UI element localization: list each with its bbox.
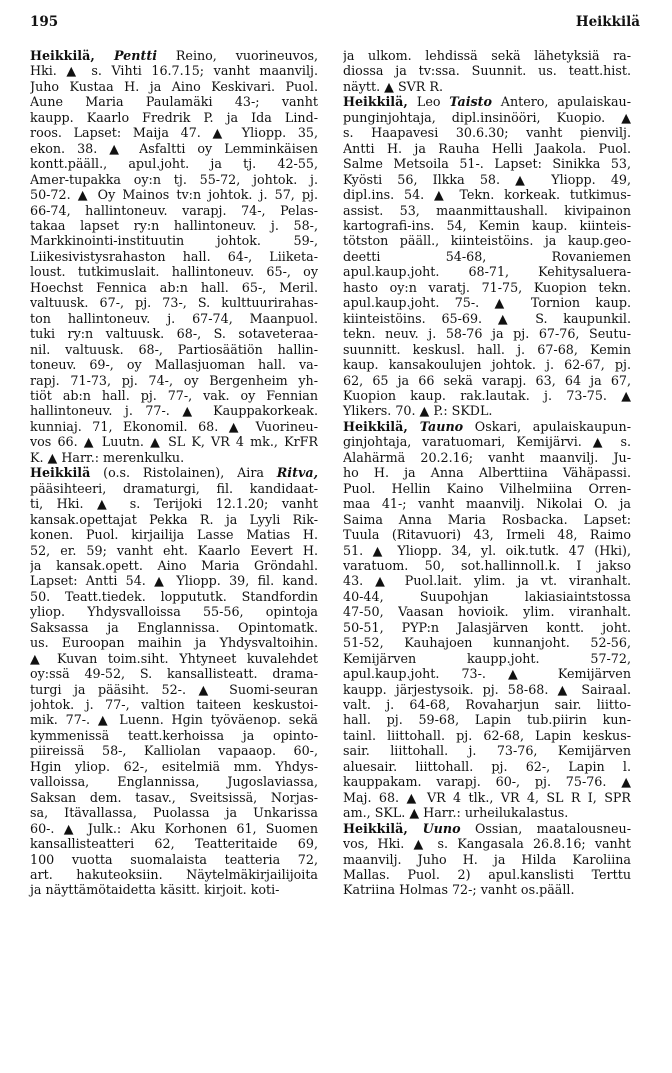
text-line bbox=[30, 94, 318, 109]
text-line bbox=[343, 373, 631, 388]
entry-text: loust. tutkimuslait. hallintoneuv. 65-, oy bbox=[30, 264, 318, 280]
text-line bbox=[30, 527, 318, 542]
text-line bbox=[30, 156, 318, 171]
entry-text: 62, 65 ja 66 sekä varapj. 63, 64 ja 67, bbox=[343, 372, 631, 388]
text-line bbox=[343, 496, 631, 511]
text-line bbox=[343, 512, 631, 527]
text-line bbox=[30, 666, 318, 681]
entry-surname: Heikkilä, bbox=[30, 48, 114, 63]
entry-text: 51. ▲ Yliopp. 34, yl. oik.tutk. 47 (Hki), bbox=[343, 542, 631, 558]
text-line bbox=[343, 280, 631, 295]
text-line bbox=[30, 342, 318, 357]
text-line bbox=[30, 280, 318, 295]
text-line bbox=[343, 589, 631, 604]
text-line bbox=[343, 620, 631, 635]
text-line bbox=[343, 682, 631, 697]
text-line bbox=[343, 357, 631, 372]
text-line bbox=[30, 512, 318, 527]
entry-text: maa 41-; vanht maanvilj. Nikolai O. ja bbox=[343, 496, 631, 512]
entry-text: Hoechst Fennica ab:n hall. 65-, Meril. bbox=[30, 279, 318, 295]
entry-text: Amer-tupakka oy:n tj. 55-72, johtok. j. bbox=[30, 171, 318, 187]
text-line bbox=[30, 357, 318, 372]
entry-text: vos, Hki. ▲ s. Kangasala 26.8.16; vanht bbox=[343, 836, 631, 852]
entry-text: ginjohtaja, varatuomari, Kemijärvi. ▲ s. bbox=[343, 434, 631, 450]
entry-text: Katriina Holmas 72-; vanht os.pääll. bbox=[343, 882, 575, 898]
entry-text: Reino, vuorineuvos, bbox=[157, 48, 318, 63]
entry-text: kansallisteatteri 62, Teatteritaide 69, bbox=[30, 836, 318, 852]
entry-text: art. hakuteoksiin. Näytelmäkirjailijoita bbox=[30, 867, 318, 883]
text-line bbox=[343, 172, 631, 187]
text-line bbox=[30, 311, 318, 326]
text-line bbox=[30, 852, 318, 867]
entry-text: 52, er. 59; vanht eht. Kaarlo Eevert H. bbox=[30, 542, 318, 558]
entry-text: tuki ry:n valtuusk. 68-, S. sotaveteraa- bbox=[30, 326, 318, 342]
entry-text: kontt.pääll., apul.joht. ja tj. 42-55, bbox=[30, 156, 318, 172]
entry-text: kauppakam. varapj. 60-, pj. 75-76. ▲ bbox=[343, 774, 631, 790]
entry-text: ▲ Kuvan toim.siht. Yhtyneet kuvalehdet bbox=[30, 650, 318, 666]
running-head: Heikkilä bbox=[575, 14, 640, 30]
entry-text: rapj. 71-73, pj. 74-, oy Bergenheim yh- bbox=[30, 372, 318, 388]
text-line bbox=[30, 187, 318, 202]
entry-text: Kyösti 56, Ilkka 58. ▲ Yliopp. 49, bbox=[343, 171, 631, 187]
entry-given-name: Taisto bbox=[449, 94, 492, 110]
entry-text: näytt. ▲ SVR R. bbox=[343, 78, 443, 94]
text-line bbox=[30, 264, 318, 279]
entry-text: Ylikers. 70. ▲ P.: SKDL. bbox=[343, 403, 493, 419]
entry-text: Antti H. ja Rauha Helli Jaakola. Puol. bbox=[343, 140, 631, 156]
entry-text: Kemijärven kaupp.joht. 57-72, bbox=[343, 650, 631, 666]
text-line bbox=[343, 125, 631, 140]
text-line bbox=[343, 774, 631, 789]
entry-text: apul.kaup.joht. 68-71, Kehitysaluera- bbox=[343, 264, 631, 280]
text-line bbox=[343, 651, 631, 666]
text-line bbox=[343, 326, 631, 341]
text-line bbox=[30, 589, 318, 604]
entry-text: 51-52, Kauhajoen kunnanjoht. 52-56, bbox=[343, 635, 631, 651]
entry-text: us. Euroopan maihin ja Yhdysvaltoihin. bbox=[30, 635, 318, 651]
text-line bbox=[30, 434, 318, 449]
text-line bbox=[30, 836, 318, 851]
text-line bbox=[343, 48, 631, 63]
text-line bbox=[30, 743, 318, 758]
entry-text: 40-44, Suupohjan lakiasiaintstossa bbox=[343, 588, 631, 604]
text-line bbox=[343, 94, 631, 109]
entry-text: Leo bbox=[416, 94, 450, 110]
text-line bbox=[343, 573, 631, 588]
entry-text: nil. valtuusk. 68-, Partiosäätiön hallin- bbox=[30, 341, 318, 357]
entry-text: valtuusk. 67-, pj. 73-, S. kulttuurirahas- bbox=[30, 295, 318, 311]
entry-text: Markkinointi-instituutin johtok. 59-, bbox=[30, 233, 318, 249]
text-line bbox=[30, 882, 318, 897]
text-line bbox=[30, 712, 318, 727]
entry-text: K. ▲ Harr.: merenkulku. bbox=[30, 449, 185, 465]
text-line bbox=[343, 79, 631, 94]
text-line bbox=[343, 481, 631, 496]
text-line bbox=[343, 836, 631, 851]
entry-given-name: Pentti bbox=[113, 48, 158, 63]
entry-text: johtok. j. 77-, valtion taiteen keskustoi- bbox=[30, 697, 318, 713]
text-line bbox=[343, 604, 631, 619]
entry-text: vos 66. ▲ Luutn. ▲ SL K, VR 4 mk., KrFR bbox=[30, 434, 318, 450]
entry-text: kaupp. Kaarlo Fredrik P. ja Ida Lind- bbox=[30, 109, 318, 125]
entry-text: ti, Hki. ▲ s. Terijoki 12.1.20; vanht bbox=[30, 496, 318, 512]
entry-text: Saksassa ja Englannissa. Opintomatk. bbox=[30, 619, 318, 635]
text-line bbox=[343, 203, 631, 218]
entry-text: toneuv. 69-, oy Mallasjuoman hall. va- bbox=[30, 357, 318, 373]
text-line bbox=[30, 573, 318, 588]
entry-text: Antero, apulaiskau- bbox=[492, 94, 631, 110]
entry-given-name: Tauno bbox=[419, 418, 464, 434]
entry-text: 47-50, Vaasan hovioik. ylim. viranhalt. bbox=[343, 604, 631, 620]
text-line bbox=[343, 156, 631, 171]
entry-text: punginjohtaja, dipl.insinööri, Kuopio. ▲ bbox=[343, 109, 631, 125]
text-line bbox=[343, 233, 631, 248]
text-line bbox=[343, 527, 631, 542]
entry-text: 50-72. ▲ Oy Mainos tv:n johtok. j. 57, pj. bbox=[30, 187, 318, 203]
entry-text: tiöt ab:n hall. pj. 77-, vak. oy Fennian bbox=[30, 387, 318, 403]
entry-text: ja ulkom. lehdissä sekä lähetyksiä ra- bbox=[343, 48, 631, 63]
entry-text: kaup. kansakoulujen johtok. j. 62-67, pj. bbox=[343, 357, 631, 373]
entry-text: Salme Metsoila 51-. Lapset: Sinikka 53, bbox=[343, 156, 631, 172]
entry-text: Saksan dem. tasav., Sveitsissä, Norjas- bbox=[30, 789, 318, 805]
text-line bbox=[30, 635, 318, 650]
text-line bbox=[343, 187, 631, 202]
text-line bbox=[30, 172, 318, 187]
entry-surname: Heikkilä bbox=[30, 465, 91, 481]
entry-text: hall. pj. 59-68, Lapin tub.piirin kun- bbox=[343, 712, 631, 728]
text-line bbox=[343, 759, 631, 774]
entry-text: (o.s. Ristolainen), Aira bbox=[90, 465, 277, 481]
text-line bbox=[30, 125, 318, 140]
entry-text: roos. Lapset: Maija 47. ▲ Yliopp. 35, bbox=[30, 125, 318, 141]
entry-surname: Heikkilä, bbox=[343, 94, 417, 110]
entry-text: diossa ja tv:ssa. Suunnit. us. teatt.hist. bbox=[343, 63, 631, 79]
text-line bbox=[343, 882, 631, 897]
text-line bbox=[30, 233, 318, 248]
entry-text: konen. Puol. kirjailija Lasse Matias H. bbox=[30, 527, 318, 543]
entry-text: oy:ssä 49-52, S. kansallisteatt. drama- bbox=[30, 666, 318, 682]
entry-text: 100 vuotta suomalaista teatteria 72, bbox=[30, 851, 318, 867]
text-line bbox=[343, 790, 631, 805]
entry-text: kymmenissä teatt.kerhoissa ja opinto- bbox=[30, 727, 318, 743]
text-line bbox=[30, 682, 318, 697]
text-line bbox=[30, 218, 318, 233]
entry-text: Lapset: Antti 54. ▲ Yliopp. 39, fil. kand. bbox=[30, 573, 318, 589]
entry-text: kartografi-ins. 54, Kemin kaup. kiinteis- bbox=[343, 217, 631, 233]
entry-text: Liikesivistysrahaston hall. 64-, Liiketa- bbox=[30, 248, 318, 264]
text-line bbox=[30, 543, 318, 558]
entry-text: valt. j. 64-68, Rovaharjun sair. liitto- bbox=[343, 697, 631, 713]
page-number: 195 bbox=[30, 14, 59, 30]
entry-text: apul.kaup.joht. 75-. ▲ Tornion kaup. bbox=[343, 295, 631, 311]
entry-text: Tuula (Ritavuori) 43, Irmeli 48, Raimo bbox=[343, 527, 631, 543]
entry-text: turgi ja pääsiht. 52-. ▲ Suomi-seuran bbox=[30, 681, 318, 697]
entry-text: 50-51, PYP:n Jalasjärven kontt. joht. bbox=[343, 619, 631, 635]
entry-text: Puol. Hellin Kaino Vilhelmiina Orren- bbox=[343, 480, 631, 496]
entry-given-name: Ritva, bbox=[276, 465, 318, 481]
text-line bbox=[343, 697, 631, 712]
text-line bbox=[343, 821, 631, 836]
entry-text: Alahärmä 20.2.16; vanht maanvilj. Ju- bbox=[343, 449, 631, 465]
entry-text: yliop. Yhdysvalloissa 55-56, opintoja bbox=[30, 604, 318, 620]
entry-text: varatuom. 50, sot.hallinnoll.k. I jakso bbox=[343, 557, 631, 573]
entry-text: am., SKL. ▲ Harr.: urheilukalastus. bbox=[343, 805, 569, 821]
text-line bbox=[343, 218, 631, 233]
entry-text: sair. liittohall. j. 73-76, Kemijärven bbox=[343, 743, 631, 759]
entry-text: kunniaj. 71, Ekonomil. 68. ▲ Vuorineu- bbox=[30, 418, 318, 434]
entry-text: hallintoneuv. j. 77-. ▲ Kauppakorkeak. bbox=[30, 403, 318, 419]
text-line bbox=[30, 373, 318, 388]
text-line bbox=[30, 620, 318, 635]
text-line bbox=[30, 110, 318, 125]
entry-text: tötston pääll., kiinteistöins. ja kaup.geo- bbox=[343, 233, 631, 249]
text-line bbox=[343, 666, 631, 681]
text-line bbox=[343, 852, 631, 867]
entry-text: kansak.opettajat Pekka R. ja Lyyli Rik- bbox=[30, 511, 318, 527]
text-line bbox=[30, 728, 318, 743]
entry-text: takaa lapset ry:n hallintoneuv. j. 58-, bbox=[30, 217, 318, 233]
text-line bbox=[30, 403, 318, 418]
entry-text: pääsihteeri, dramaturgi, fil. kandidaat- bbox=[30, 480, 318, 496]
entry-text: dipl.ins. 54. ▲ Tekn. korkeak. tutkimus- bbox=[343, 187, 631, 203]
entry-text: piireissä 58-, Kalliolan vapaaop. 60-, bbox=[30, 743, 318, 759]
text-line bbox=[343, 867, 631, 882]
entry-text: tainl. liittohall. pj. 62-68, Lapin keskus- bbox=[343, 727, 631, 743]
text-line bbox=[343, 712, 631, 727]
text-line bbox=[343, 249, 631, 264]
text-line bbox=[343, 311, 631, 326]
entry-text: 60-. ▲ Julk.: Aku Korhonen 61, Suomen bbox=[30, 820, 318, 836]
text-line bbox=[343, 450, 631, 465]
entry-text: ho H. ja Anna Alberttiina Vähäpassi. bbox=[343, 465, 631, 481]
entry-surname: Heikkilä, bbox=[343, 820, 423, 836]
entry-text: deetti 54-68, Rovaniemen bbox=[343, 248, 631, 264]
text-line bbox=[30, 558, 318, 573]
text-line bbox=[343, 543, 631, 558]
text-line bbox=[30, 326, 318, 341]
text-line bbox=[30, 63, 318, 78]
text-line bbox=[343, 558, 631, 573]
text-line bbox=[30, 790, 318, 805]
text-line bbox=[30, 496, 318, 511]
text-line bbox=[343, 141, 631, 156]
entry-text: maanvilj. Juho H. ja Hilda Karoliina bbox=[343, 851, 631, 867]
entry-text: Aune Maria Paulamäki 43-; vanht bbox=[30, 94, 318, 110]
text-line bbox=[343, 743, 631, 758]
entry-text: Hgin yliop. 62-, esitelmiä mm. Yhdys- bbox=[30, 758, 318, 774]
text-line bbox=[343, 805, 631, 820]
text-line bbox=[343, 295, 631, 310]
entry-text: Kuopion kaup. rak.lautak. j. 73-75. ▲ bbox=[343, 387, 631, 403]
text-line bbox=[343, 635, 631, 650]
text-line bbox=[30, 805, 318, 820]
entry-given-name: Uuno bbox=[422, 820, 461, 836]
entry-text: ton hallintoneuv. j. 67-74, Maanpuol. bbox=[30, 310, 318, 326]
entry-text: s. Haapavesi 30.6.30; vanht pienvilj. bbox=[343, 125, 631, 141]
text-line bbox=[343, 403, 631, 418]
entry-text: aluesair. liittohall. pj. 62-, Lapin l. bbox=[343, 758, 631, 774]
text-line bbox=[30, 481, 318, 496]
text-line bbox=[343, 434, 631, 449]
text-line bbox=[30, 295, 318, 310]
entry-text: mik. 77-. ▲ Luenn. Hgin työväenop. sekä bbox=[30, 712, 318, 728]
entry-text: Oskari, apulaiskaupun- bbox=[463, 418, 631, 434]
entry-text: ekon. 38. ▲ Asfaltti oy Lemminkäisen bbox=[30, 140, 318, 156]
text-line bbox=[343, 264, 631, 279]
text-line bbox=[30, 759, 318, 774]
text-line bbox=[30, 249, 318, 264]
left-text-column bbox=[30, 48, 318, 898]
entry-text: assist. 53, maanmittaushall. kivipainon bbox=[343, 202, 631, 218]
text-line bbox=[30, 203, 318, 218]
text-line bbox=[30, 465, 318, 480]
text-line bbox=[30, 450, 318, 465]
entry-text: Saima Anna Maria Rosbacka. Lapset: bbox=[343, 511, 631, 527]
entry-text: valloissa, Englannissa, Jugoslaviassa, bbox=[30, 774, 318, 790]
entry-text: kiinteistöins. 65-69. ▲ S. kaupunkil. bbox=[343, 310, 631, 326]
text-line bbox=[343, 728, 631, 743]
entry-text: apul.kaup.joht. 73-. ▲ Kemijärven bbox=[343, 666, 631, 682]
entry-text: 50. Teatt.tiedek. loppututk. Standfordin bbox=[30, 588, 318, 604]
right-text-column bbox=[343, 48, 631, 898]
text-line bbox=[30, 697, 318, 712]
text-line bbox=[343, 388, 631, 403]
entry-text: Maj. 68. ▲ VR 4 tlk., VR 4, SL R I, SPR bbox=[343, 789, 631, 805]
entry-text: Hki. ▲ s. Vihti 16.7.15; vanht maanvilj. bbox=[30, 63, 318, 79]
entry-text: 43. ▲ Puol.lait. ylim. ja vt. viranhalt. bbox=[343, 573, 631, 589]
text-line bbox=[30, 821, 318, 836]
entry-text: hasto oy:n varatj. 71-75, Kuopion tekn. bbox=[343, 279, 631, 295]
text-line bbox=[30, 774, 318, 789]
text-line bbox=[30, 388, 318, 403]
text-line bbox=[343, 110, 631, 125]
entry-text: Mallas. Puol. 2) apul.kanslisti Terttu bbox=[343, 867, 631, 883]
text-line bbox=[30, 48, 318, 63]
entry-text: sa, Itävallassa, Puolassa ja Unkarissa bbox=[30, 805, 318, 821]
entry-text: ja näyttämötaidetta käsitt. kirjoit. koti- bbox=[30, 882, 280, 898]
entry-text: Juho Kustaa H. ja Aino Keskivari. Puol. bbox=[30, 78, 318, 94]
text-line bbox=[343, 419, 631, 434]
entry-text: tekn. neuv. j. 58-76 ja pj. 67-76, Seutu- bbox=[343, 326, 631, 342]
entry-text: Ossian, maatalousneu- bbox=[460, 820, 631, 836]
text-line bbox=[30, 419, 318, 434]
entry-text: suunnitt. keskusl. hall. j. 67-68, Kemin bbox=[343, 341, 631, 357]
text-line bbox=[343, 342, 631, 357]
text-line bbox=[343, 465, 631, 480]
entry-text: kaupp. järjestysoik. pj. 58-68. ▲ Sairaal. bbox=[343, 681, 631, 697]
text-line bbox=[30, 651, 318, 666]
text-line bbox=[30, 604, 318, 619]
entry-surname: Heikkilä, bbox=[343, 418, 420, 434]
text-line bbox=[30, 867, 318, 882]
text-line bbox=[343, 63, 631, 78]
text-line bbox=[30, 79, 318, 94]
entry-text: 66-74, hallintoneuv. varapj. 74-, Pelas- bbox=[30, 202, 318, 218]
text-line bbox=[30, 141, 318, 156]
entry-text: ja kansak.opett. Aino Maria Gröndahl. bbox=[30, 557, 318, 573]
